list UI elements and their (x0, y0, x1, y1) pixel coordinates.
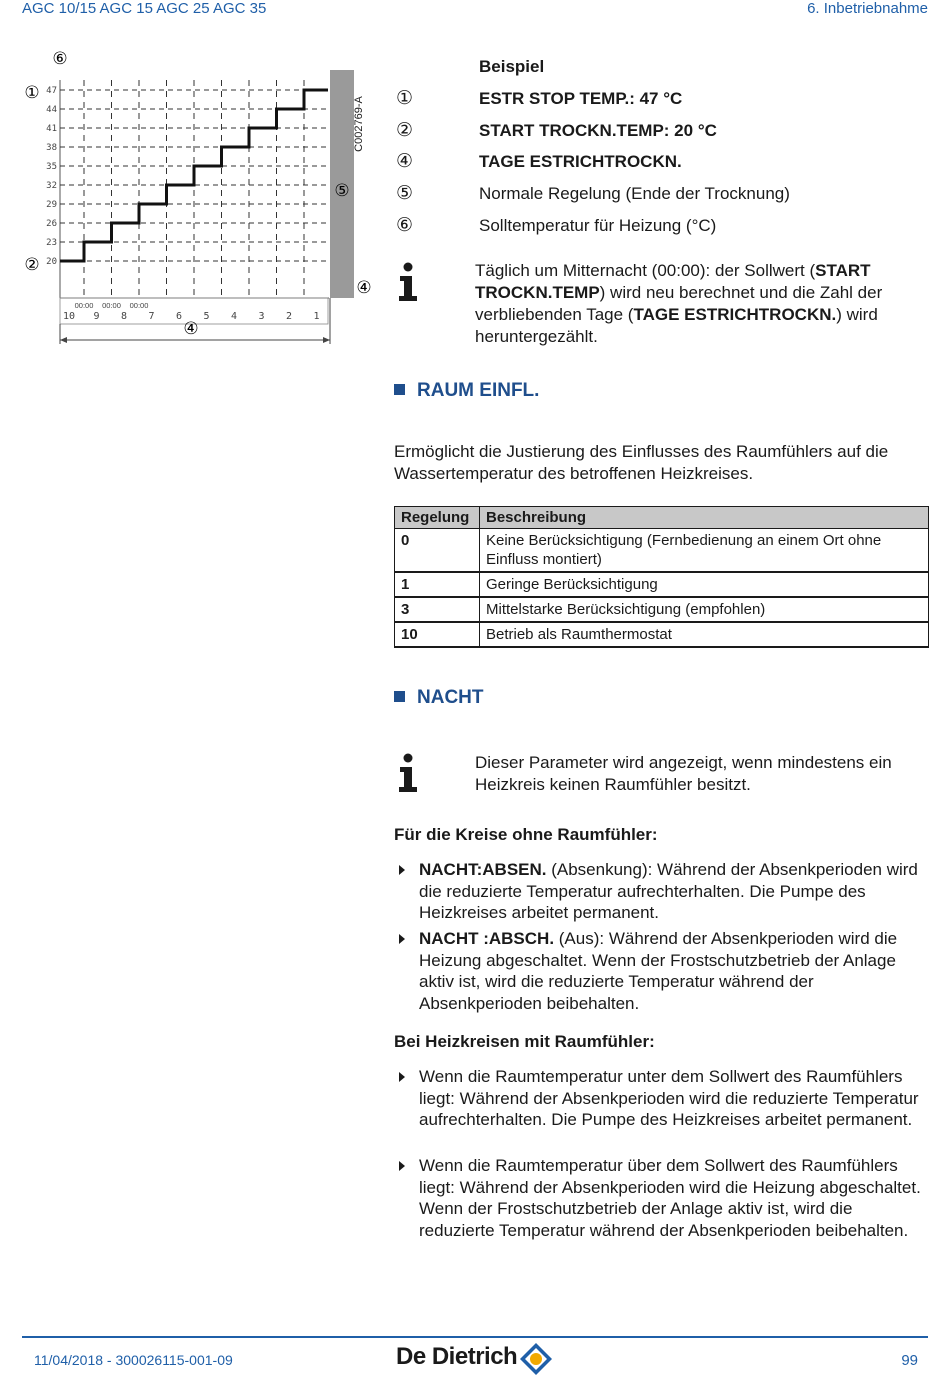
subheading-mit-raumfuehler: Bei Heizkreisen mit Raumfühler: (394, 1032, 655, 1051)
list-item: Wenn die Raumtemperatur über dem Sollwert des Raumfühlers liegt: Während der Absenkperioden wird die Heizung abgeschaltet. Wenn der Frostschutzbetrieb der Anlage aktiv ist, wird die reduzierte Temperatur während der Absenkperioden beibehalten. (399, 1155, 929, 1241)
y-tick-label: 44 (46, 105, 57, 115)
x-tick-label: 7 (148, 311, 155, 322)
bullet-arrow-icon (399, 865, 405, 875)
span-arrow-right-icon (323, 337, 330, 343)
info-icon (396, 262, 420, 302)
legend-num: ⑤ (396, 183, 414, 204)
bullet-arrow-icon (399, 934, 405, 944)
table-cell: Keine Berücksichtigung (Fernbedienung an einem Ort ohne Einfluss montiert) (480, 529, 929, 573)
legend-label: START TROCKN.TEMP (479, 121, 664, 140)
y-tick-label: 26 (46, 219, 57, 229)
table-cell: Geringe Berücksichtigung (480, 572, 929, 597)
list-item: Wenn die Raumtemperatur unter dem Sollwert des Raumfühlers liegt: Während der Absenkperioden wird die reduzierte Temperatur aufrechterhalten. Die Pumpe des Heizkreises arbeitet permanent. (399, 1066, 929, 1131)
legend-text: Solltemperatur für Heizung (°C) (479, 216, 717, 235)
midnight-label: 00:00 (74, 301, 94, 310)
span-arrow-left-icon (60, 337, 67, 343)
figure-reference-code: C002769-A (353, 96, 365, 152)
page-number: 99 (901, 1352, 918, 1369)
table-cell: 3 (395, 597, 480, 622)
raum-intro: Ermöglicht die Justierung des Einflusses des Raumfühlers auf die Wassertemperatur des betroffenen Heizkreises. (394, 442, 889, 483)
section-heading-nacht: NACHT (394, 687, 484, 709)
x-tick-label: 8 (120, 311, 128, 322)
legend-label: ESTR STOP TEMP. (479, 89, 630, 108)
table-cell: 10 (395, 622, 480, 647)
bullet-arrow-icon (399, 1161, 405, 1171)
nacht-info-text: Dieser Parameter wird angezeigt, wenn mindestens ein Heizkreis keinen Raumfühler besitzt. (475, 753, 892, 794)
table-cell: 0 (395, 529, 480, 573)
callout-2: ② (24, 255, 40, 274)
table-cell: 1 (395, 572, 480, 597)
table-row (395, 622, 929, 647)
callout-6: ⑥ (52, 49, 68, 68)
legend-label: TAGE ESTRICHTROCKN. (479, 152, 682, 171)
screed-drying-diagram (18, 44, 378, 349)
x-tick-label: 10 (62, 311, 76, 322)
table-cell: Mittelstarke Berücksichtigung (empfohlen) (480, 597, 929, 622)
callout-4-axis: ④ (183, 319, 199, 338)
info-icon (396, 753, 420, 793)
x-tick-label: 5 (203, 311, 210, 322)
header-doc-title: AGC 10/15 AGC 15 AGC 25 AGC 35 (22, 0, 267, 17)
legend-num: ② (396, 120, 414, 141)
brand-name: De Dietrich (396, 1343, 518, 1370)
section-heading-raum: RAUM EINFL. (394, 380, 539, 402)
x-tick-label: 1 (313, 311, 320, 322)
footer-divider (22, 1336, 928, 1338)
callout-4: ④ (356, 278, 372, 297)
list-item: NACHT :ABSCH. (Aus): Während der Absenkperioden wird die Heizung abgeschaltet. Wenn der Frostschutzbetrieb der Anlage aktiv ist, wird die reduzierte Temperatur während der Absenkperioden beibehalten. (399, 928, 929, 1014)
table-cell: Betrieb als Raumthermostat (480, 622, 929, 647)
legend-value: : 20 °C (663, 121, 717, 140)
heading-square-icon (394, 384, 405, 395)
table-row (395, 572, 929, 597)
bullet-arrow-icon (399, 1072, 405, 1082)
callout-1: ① (24, 83, 40, 102)
legend-title: Beispiel (479, 57, 545, 76)
y-tick-label: 35 (46, 162, 57, 172)
y-tick-label: 47 (46, 86, 57, 96)
midnight-label: 00:00 (102, 301, 121, 310)
table-header: Beschreibung (480, 507, 929, 529)
raum-table (394, 506, 929, 648)
x-tick-label: 6 (175, 311, 183, 322)
legend-text: Normale Regelung (Ende der Trocknung) (479, 184, 790, 203)
heading-square-icon (394, 691, 405, 702)
legend-value: : 47 °C (629, 89, 683, 108)
x-tick-label: 9 (93, 311, 100, 322)
de-dietrich-logo-icon (519, 1342, 553, 1376)
list-item: NACHT:ABSEN. (Absenkung): Während der Absenkperioden wird die reduzierte Temperatur aufrechterhalten. Die Pumpe des Heizkreises arbeitet permanent. (399, 859, 929, 924)
subheading-ohne-raumfuehler: Für die Kreise ohne Raumfühler: (394, 825, 658, 844)
header-chapter: 6. Inbetriebnahme (807, 0, 928, 17)
legend-num: ④ (396, 151, 414, 172)
info-midnight-text: Täglich um Mitternacht (00:00): der Sollwert (START TROCKN.TEMP) wird neu berechnet und die Zahl der verbliebenden Tage (TAGE ESTRICHTROCKN.) wird heruntergezählt. (475, 261, 883, 346)
x-tick-label: 4 (230, 311, 238, 322)
y-tick-label: 23 (46, 238, 57, 248)
y-tick-label: 29 (46, 200, 57, 210)
footer-date: 11/04/2018 - 300026115-001-09 (34, 1352, 233, 1368)
legend-num: ⑥ (396, 215, 414, 236)
midnight-label: 00:00 (129, 301, 149, 310)
y-tick-label: 41 (46, 124, 57, 134)
legend-num: ① (396, 88, 414, 109)
table-header: Regelung (395, 507, 480, 529)
callout-5: ⑤ (334, 181, 350, 200)
y-tick-label: 20 (46, 257, 57, 267)
x-tick-label: 3 (258, 311, 265, 322)
x-tick-label: 2 (285, 311, 293, 322)
table-row (395, 597, 929, 622)
y-tick-label: 32 (46, 181, 57, 191)
table-row (395, 529, 929, 573)
y-tick-label: 38 (46, 143, 57, 153)
